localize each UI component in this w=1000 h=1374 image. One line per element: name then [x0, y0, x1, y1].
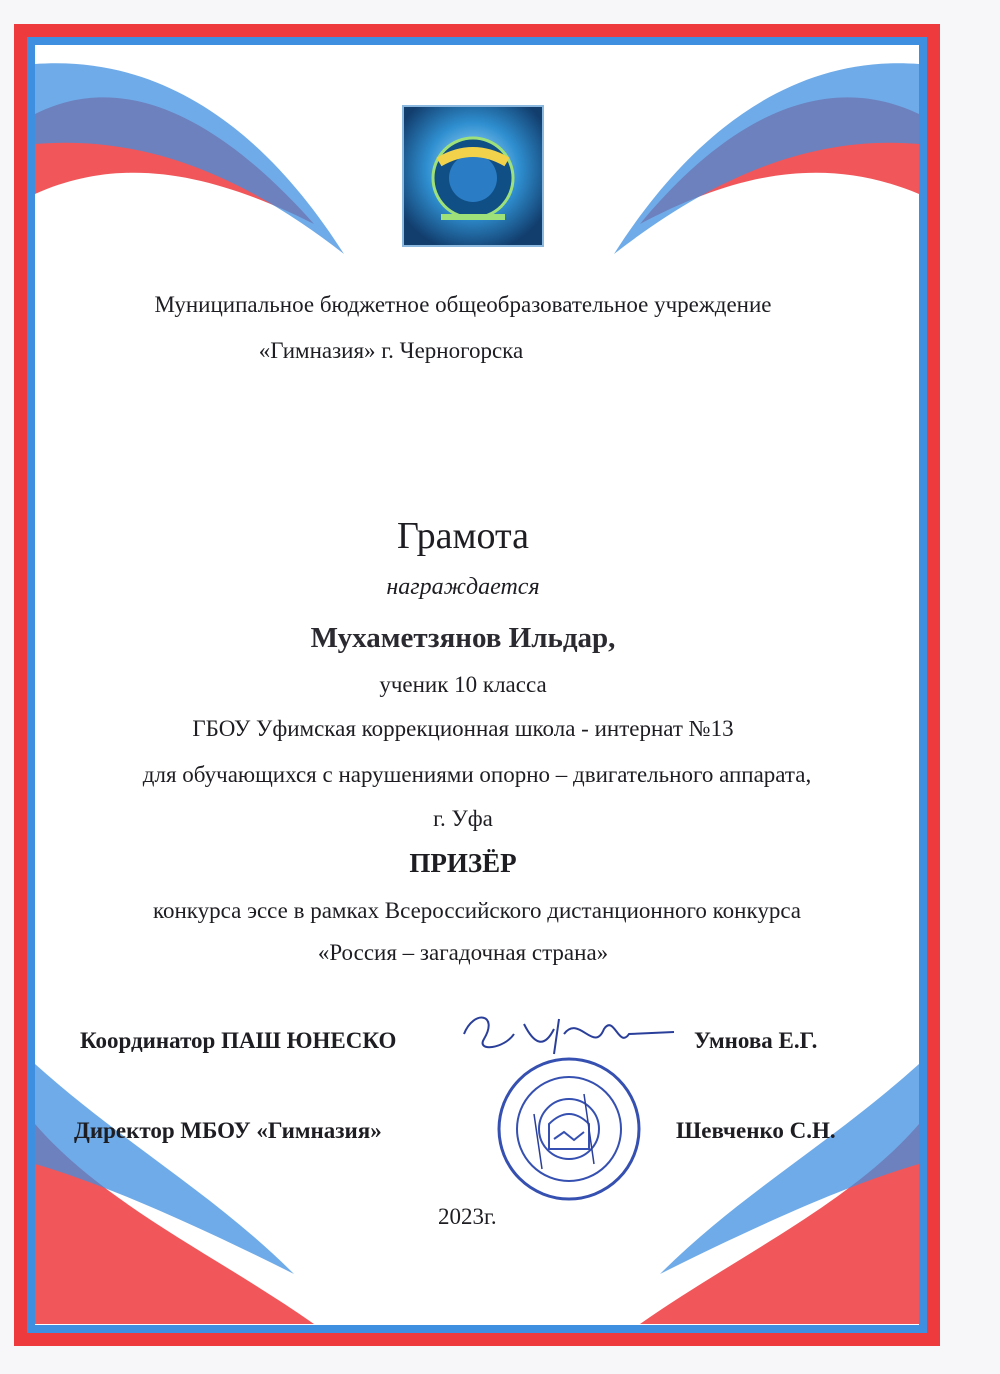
recipient-name: Мухаметзянов Ильдар,: [310, 622, 616, 654]
school-line-2: для обучающихся с нарушениями опорно – двигательного аппарата,: [142, 762, 812, 787]
director-name: Шевченко С.Н.: [676, 1118, 836, 1143]
recipient-grade: ученик 10 класса: [379, 672, 547, 697]
contest-line-2: «Россия – загадочная страна»: [317, 940, 609, 965]
gymnasium-emblem-icon: [401, 104, 545, 248]
school-city: г. Уфа: [433, 806, 493, 831]
school-line-1: ГБОУ Уфимская коррекционная школа - интернат №13: [192, 716, 734, 741]
certificate-year: 2023г.: [438, 1204, 497, 1229]
director-label: Директор МБОУ «Гимназия»: [74, 1118, 382, 1143]
contest-line-1: конкурса эссе в рамках Всероссийского дистанционного конкурса: [152, 898, 802, 923]
certificate-sheet: [14, 24, 940, 1346]
coordinator-label: Координатор ПАШ ЮНЕСКО: [80, 1028, 397, 1053]
awarded-text: награждается: [386, 574, 540, 600]
official-stamp: [494, 1054, 644, 1204]
prize-title: ПРИЗЁР: [409, 848, 517, 878]
organization-line-1: Муниципальное бюджетное общеобразовательное учреждение: [154, 292, 772, 317]
coordinator-name: Умнова Е.Г.: [694, 1028, 818, 1053]
certificate-title: Грамота: [397, 515, 529, 557]
organization-line-2: «Гимназия» г. Черногорска: [258, 338, 524, 363]
